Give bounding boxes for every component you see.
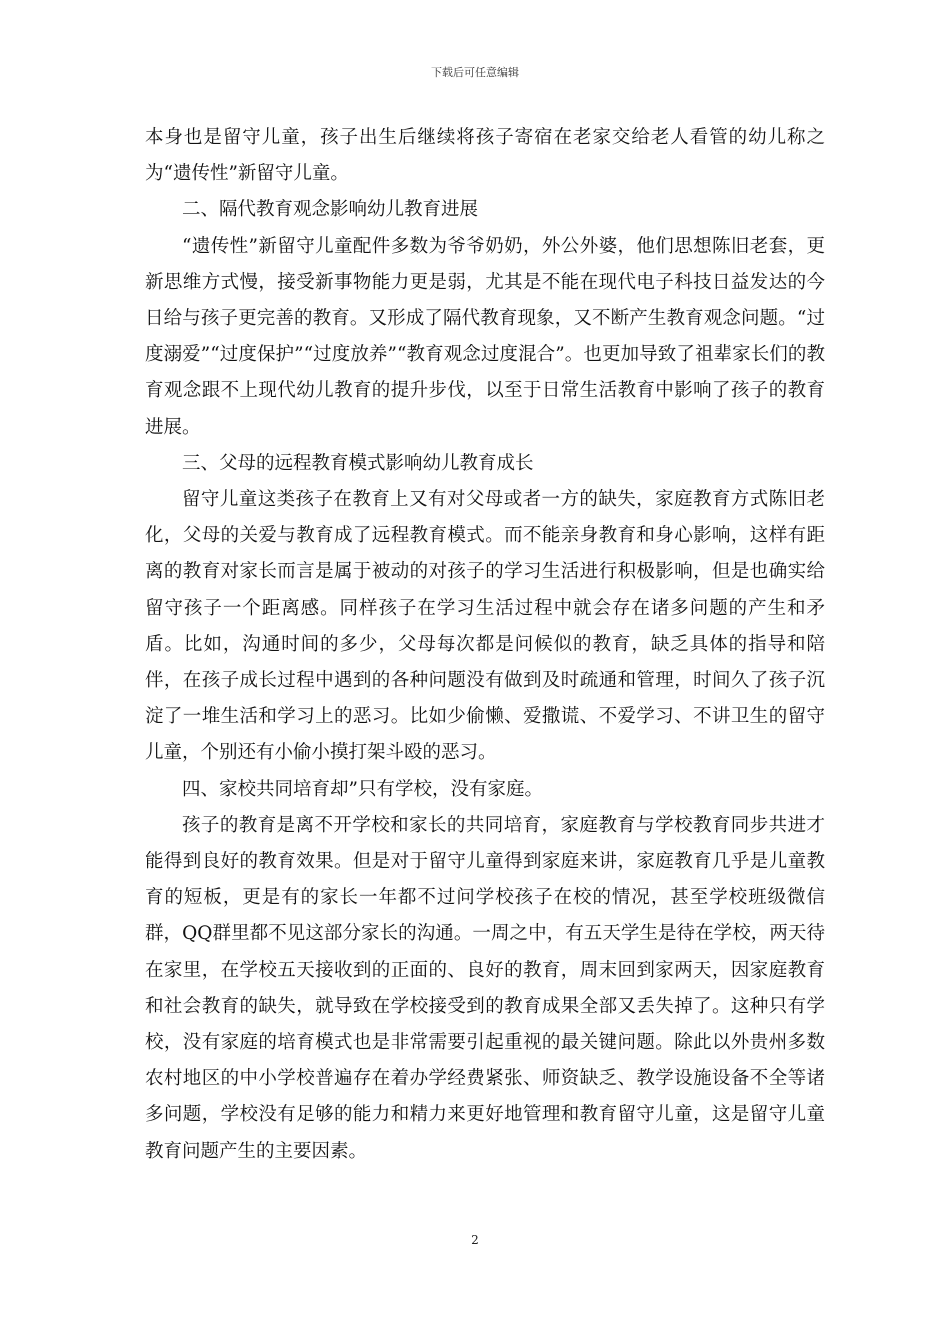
section-heading-4: 四、家校共同培育却”只有学校，没有家庭。 — [182, 778, 543, 800]
paragraph-continuation: 本身也是留守儿童，孩子出生后继续将孩子寄宿在老家交给老人看管的幼儿称之为“遗传性”新留守儿童。 — [145, 127, 825, 185]
section-heading-3: 三、父母的远程教育模式影响幼儿教育成长 — [182, 452, 534, 474]
document-body — [145, 120, 825, 1170]
paragraph-remote-education: 留守儿童这类孩子在教育上又有对父母或者一方的缺失，家庭教育方式陈旧老化，父母的关爱与教育成了远程教育模式。而不能亲身教育和身心影响，这样有距离的教育对家长而言是属于被动的对孩子的学习生活进行积极影响，但是也确实给留守孩子一个距离感。同样孩子在学习生活过程中就会存在诸多问题的产生和矛盾。比如，沟通时间的多少，父母每次都是问候似的教育，缺乏具体的指导和陪伴，在孩子成长过程中遇到的各种问题没有做到及时疏通和管理，时间久了孩子沉淀了一堆生活和学习上的恶习。比如少偷懒、爱撒谎、不爱学习、不讲卫生的留守儿童，个别还有小偷小摸打架斗殴的恶习。 — [145, 489, 825, 764]
page-header: 下载后可任意编辑 — [431, 66, 519, 79]
page-number: 2 — [471, 1233, 479, 1247]
section-heading-2: 二、隔代教育观念影响幼儿教育进展 — [182, 199, 479, 221]
paragraph-home-school: 孩子的教育是离不开学校和家长的共同培育，家庭教育与学校教育同步共进才能得到良好的教育效果。但是对于留守儿童得到家庭来讲，家庭教育几乎是儿童教育的短板，更是有的家长一年都不过问学校孩子在校的情况，甚至学校班级微信群，QQ群里都不见这部分家长的沟通。一周之中，有五天学生是待在学校，两天待在家里，在学校五天接收到的正面的、良好的教育，周末回到家两天，因家庭教育和社会教育的缺失，就导致在学校接受到的教育成果全部又丢失掉了。这种只有学校，没有家庭的培育模式也是非常需要引起重视的最关键问题。除此以外贵州多数农村地区的中小学校普遍存在着办学经费紧张、师资缺乏、教学设施设备不全等诸多问题，学校没有足够的能力和精力来更好地管理和教育留守儿童，这是留守儿童教育问题产生的主要因素。 — [145, 814, 825, 1162]
paragraph-intergenerational: “遗传性”新留守儿童配件多数为爷爷奶奶，外公外婆，他们思想陈旧老套，更新思维方式慢，接受新事物能力更是弱，尤其是不能在现代电子科技日益发达的今日给与孩子更完善的教育。又形成了隔代教育现象，又不断产生教育观念问题。“过度溺爱”“过度保护”“过度放养”“教育观念过度混合”。也更加导致了祖辈家长们的教育观念跟不上现代幼儿教育的提升步伐，以至于日常生活教育中影响了孩子的教育进展。 — [145, 235, 825, 438]
